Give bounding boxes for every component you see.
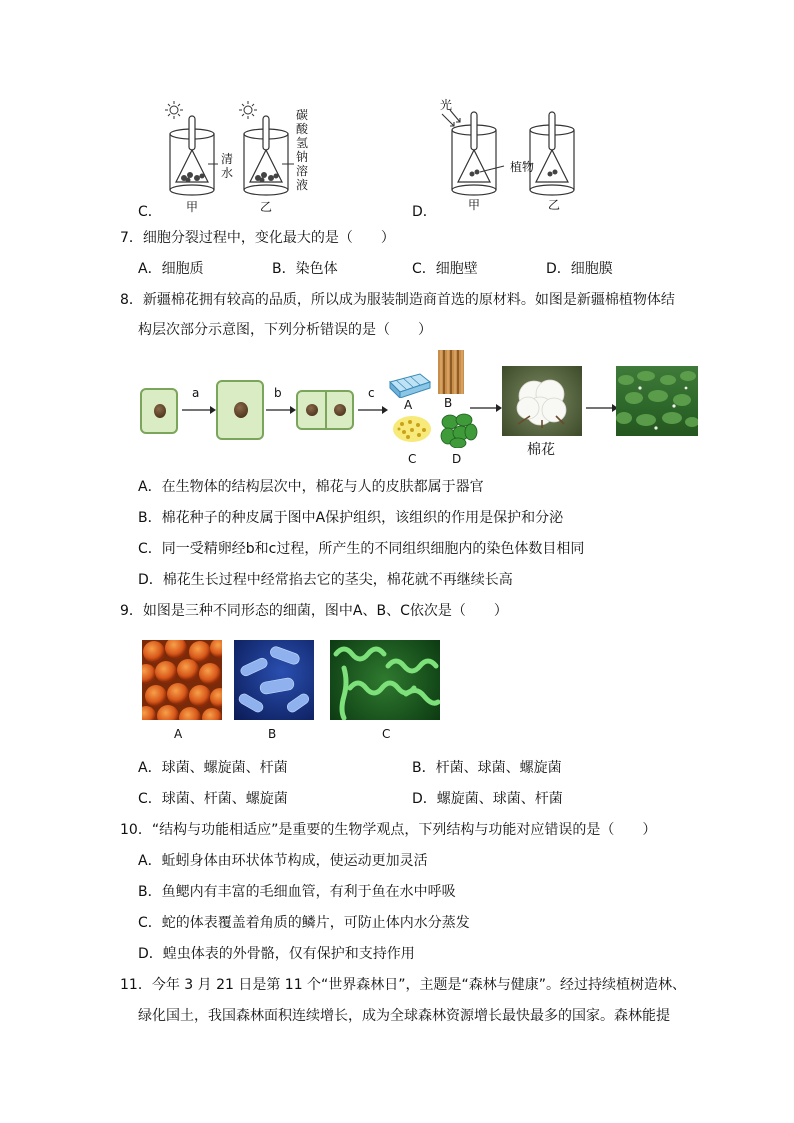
grown-cell (216, 380, 264, 440)
q8-option-a[interactable]: A．在生物体的结构层次中，棉花与人的皮肤都属于器官 (138, 479, 484, 495)
q7-option-c[interactable]: C．细胞壁 (412, 261, 478, 277)
arrow-b-label: b (274, 386, 282, 400)
q6-d-light-label: 光 (440, 98, 453, 112)
q6-d-plant-label: 植物 (509, 160, 534, 174)
q10-stem: 10．“结构与功能相适应”是重要的生物学观点，下列结构与功能对应错误的是（ ） (120, 822, 657, 838)
tissue-d-label: D (452, 452, 462, 466)
tissue-c-label: C (408, 452, 417, 466)
q8-option-b[interactable]: B．棉花种子的种皮属于图中A保护组织，该组织的作用是保护和分泌 (138, 510, 564, 526)
nucleus (306, 404, 318, 416)
bacteria-c-label: C (382, 727, 391, 741)
tissue-a-label: A (404, 398, 413, 412)
cotton-label: 棉花 (527, 442, 555, 458)
q9-stem: 9．如图是三种不同形态的细菌，图中A、B、C依次是（ ） (120, 603, 508, 619)
arrow-b-icon (264, 400, 296, 420)
nucleus (334, 404, 346, 416)
q9-option-c[interactable]: C．球菌、杆菌、螺旋菌 (138, 791, 288, 807)
arrow-to-plant-icon (584, 398, 618, 418)
q9-option-d[interactable]: D．螺旋菌、球菌、杆菌 (412, 791, 563, 807)
q10-option-b[interactable]: B．鱼鳃内有丰富的毛细血管，有利于鱼在水中呼吸 (138, 884, 456, 900)
tissue-b-label: B (444, 396, 453, 410)
q8-option-c[interactable]: C．同一受精卵经b和c过程，所产生的不同组织细胞内的染色体数目相同 (138, 541, 585, 557)
bacteria-a-image (142, 640, 222, 720)
q6-c-yi-label: 乙 (260, 200, 273, 214)
arrow-c-label: c (368, 386, 375, 400)
q7-option-d[interactable]: D．细胞膜 (546, 261, 613, 277)
bacteria-b-label: B (268, 727, 277, 741)
q8-stem-line2: 构层次部分示意图，下列分析错误的是（ ） (138, 322, 432, 338)
q11-stem-line1: 11．今年 3 月 21 日是第 11 个“世界森林日”，主题是“森林与健康”。经过持续植树造林、 (120, 977, 687, 993)
q6-c-bicarb-label: 碳酸氢钠溶液 (295, 108, 308, 192)
cotton-boll-photo (502, 366, 582, 436)
q8-stem-line1: 8．新疆棉花拥有较高的品质，所以成为服装制造商首选的原材料。如图是新疆棉植物体结 (120, 292, 675, 308)
q6-d-yi-label: 乙 (548, 198, 561, 212)
bacteria-c-image (330, 640, 440, 720)
q9-option-b[interactable]: B．杆菌、球菌、螺旋菌 (412, 760, 562, 776)
sun-icon (165, 101, 183, 119)
q10-option-d[interactable]: D．蝗虫体表的外骨骼，仅有保护和支持作用 (138, 946, 415, 962)
q11-stem-line2: 绿化国土，我国森林面积连续增长，成为全球森林资源增长最快最多的国家。森林能提 (138, 1008, 670, 1024)
q7-stem: 7．细胞分裂过程中，变化最大的是（ ） (120, 230, 395, 246)
q6-c-jia-label: 甲 (186, 200, 199, 214)
q6-d-jia-label: 甲 (468, 198, 481, 212)
q9-option-a[interactable]: A．球菌、螺旋菌、杆菌 (138, 760, 288, 776)
bacteria-b-image (234, 640, 314, 720)
q6-c-water-label: 清水 (220, 152, 233, 180)
nucleus (234, 402, 248, 418)
arrow-a-icon (180, 400, 216, 420)
arrow-c-icon (356, 400, 388, 420)
q6-option-d-label[interactable]: D． (412, 204, 437, 220)
cotton-field-photo (616, 366, 698, 436)
q8-option-d[interactable]: D．棉花生长过程中经常掐去它的茎尖，棉花就不再继续长高 (138, 572, 513, 588)
apparatus-d-drawing (434, 100, 594, 218)
q10-option-a[interactable]: A．蚯蚓身体由环状体节构成，使运动更加灵活 (138, 853, 428, 869)
divided-cells (296, 390, 354, 430)
sun-icon (239, 101, 257, 119)
q10-option-c[interactable]: C．蛇的体表覆盖着角质的鳞片，可防止体内水分蒸发 (138, 915, 470, 931)
tissue-a-image (386, 372, 432, 398)
bacteria-a-label: A (174, 727, 183, 741)
arrow-a-label: a (192, 386, 200, 400)
tissue-c-image (392, 414, 432, 444)
q7-option-a[interactable]: A．细胞质 (138, 261, 204, 277)
q7-option-b[interactable]: B．染色体 (272, 261, 338, 277)
nucleus (154, 404, 166, 418)
tissue-b-image (436, 350, 466, 394)
arrow-to-organ-icon (468, 398, 502, 418)
q6-option-c-label[interactable]: C． (138, 204, 162, 220)
single-cell (140, 388, 178, 434)
